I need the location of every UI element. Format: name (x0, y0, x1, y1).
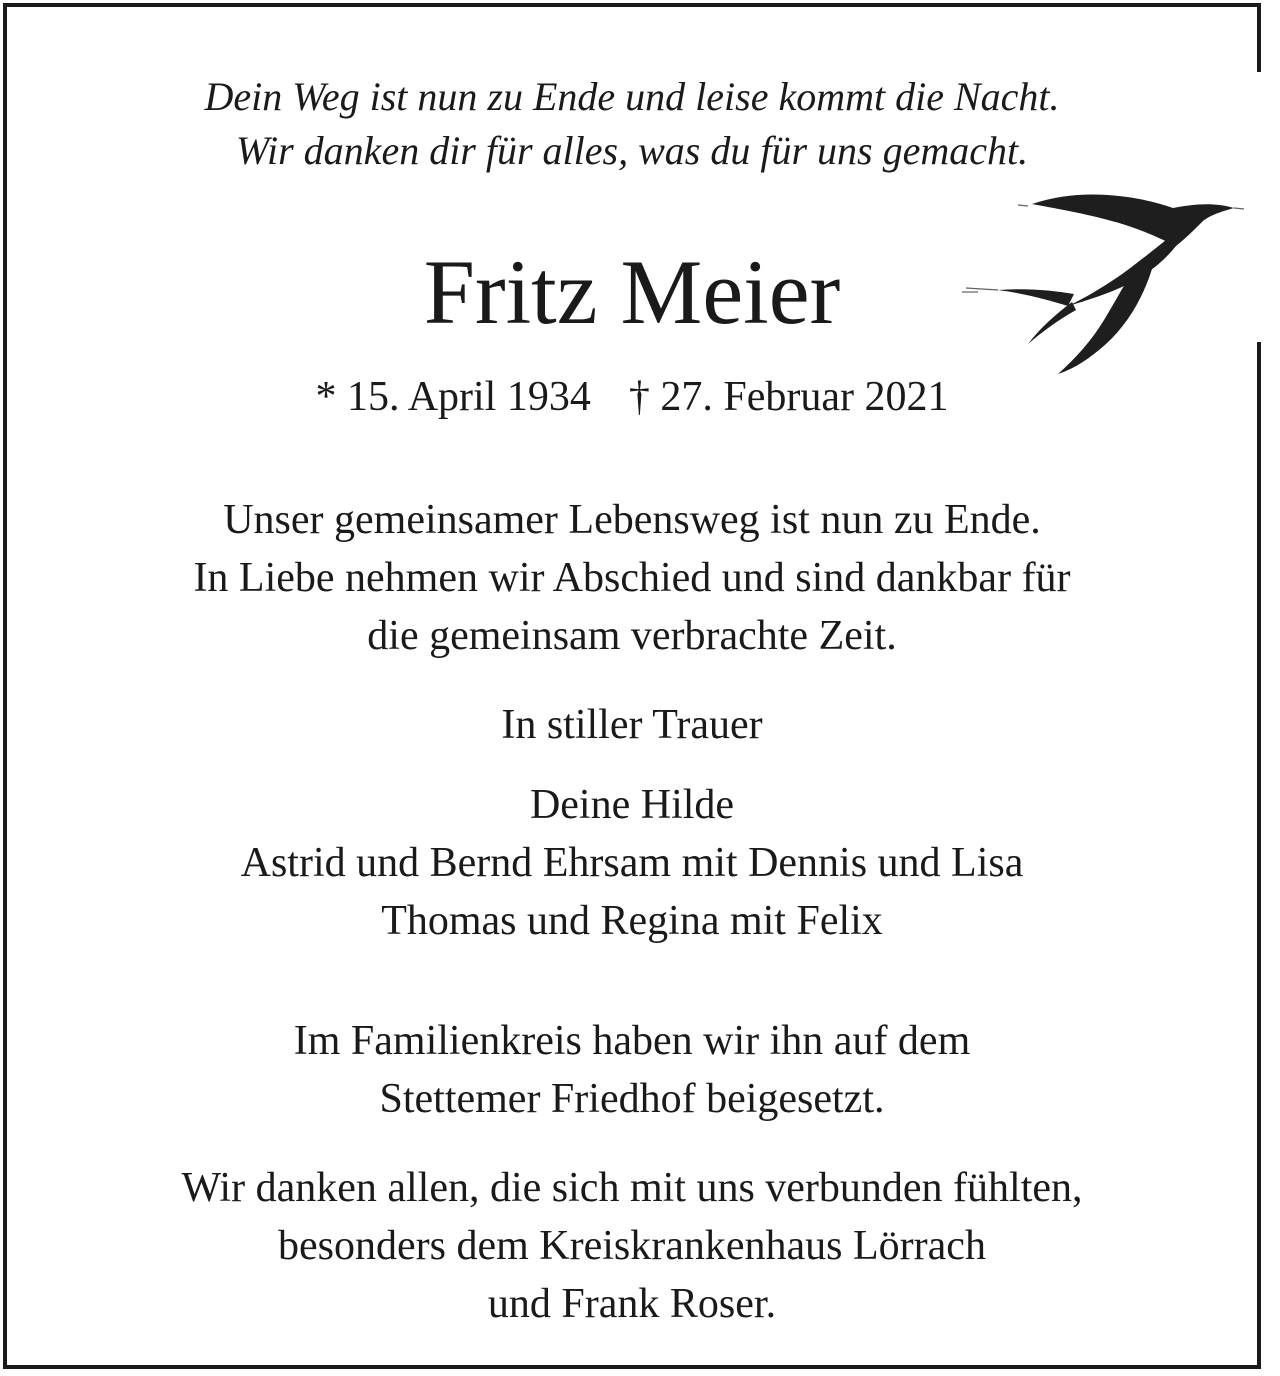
death-date: † 27. Februar 2021 (628, 374, 949, 420)
thanks-line-2: besonders dem Kreiskrankenhaus Lörrach (278, 1223, 986, 1269)
motto-line-1: Dein Weg ist nun zu Ende und leise kommt die Nacht. (204, 74, 1060, 119)
burial-line-2: Stettemer Friedhof beigesetzt. (379, 1076, 885, 1122)
family-line-2: Astrid und Bernd Ehrsam mit Dennis und Lisa (240, 840, 1024, 886)
deceased-name: Fritz Meier (423, 241, 841, 343)
message-line-1: Unser gemeinsamer Lebensweg ist nun zu Ende. (223, 497, 1041, 543)
family-line-1: Deine Hilde (529, 782, 735, 828)
motto-line-2: Wir danken dir für alles, was du für uns gemacht. (235, 128, 1029, 173)
burial-line-1: Im Familienkreis haben wir ihn auf dem (293, 1018, 971, 1064)
thanks-line-3: und Frank Roser. (487, 1281, 777, 1327)
thanks-line-1: Wir danken allen, die sich mit uns verbunden fühlten, (181, 1165, 1083, 1211)
life-dates (0, 372, 1264, 422)
message-line-3: die gemeinsam verbrachte Zeit. (367, 613, 897, 659)
family-line-3: Thomas und Regina mit Felix (381, 898, 883, 944)
birth-date: * 15. April 1934 (315, 374, 591, 420)
swallow-icon (958, 182, 1248, 377)
message-line-2: In Liebe nehmen wir Abschied und sind dankbar für (193, 555, 1071, 601)
mourning-line: In stiller Trauer (501, 702, 763, 748)
